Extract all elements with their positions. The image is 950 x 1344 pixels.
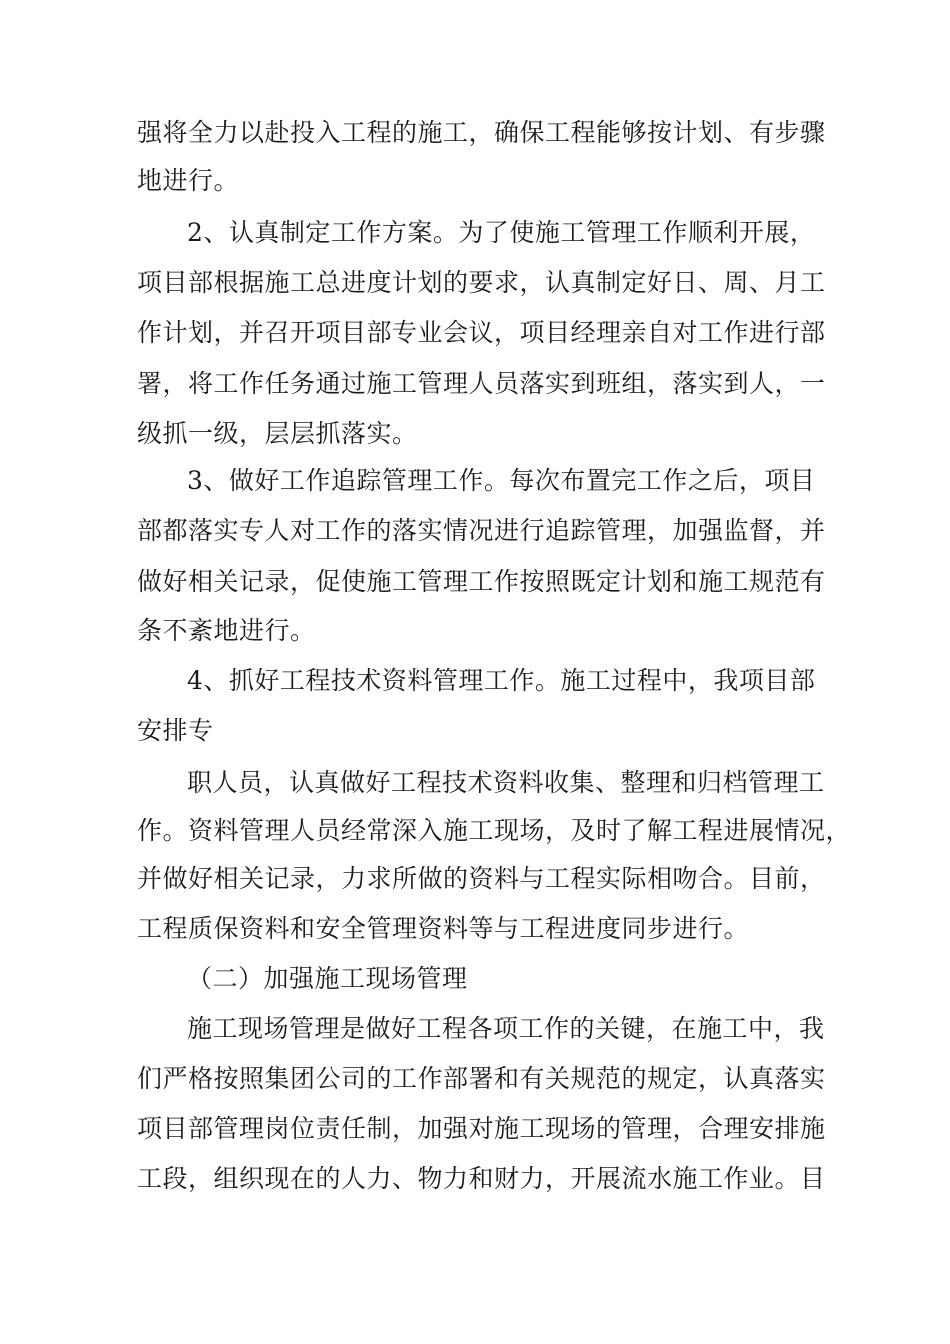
text-line: 项目部管理岗位责任制，加强对施工现场的管理，合理安排施: [137, 1114, 826, 1143]
text-line: 地进行。: [137, 166, 240, 195]
text-line: 职人员，认真做好工程技术资料收集、整理和归档管理工: [187, 768, 825, 797]
text-line: 作。资料管理人员经常深入施工现场，及时了解工程进展情况，: [137, 816, 852, 845]
text-line: 级抓一级，层层抓落实。: [137, 419, 418, 448]
text-line: 安排专: [137, 716, 214, 745]
section-heading: （二）加强施工现场管理: [187, 964, 468, 993]
text-line: 部都落实专人对工作的落实情况进行追踪管理，加强监督，并: [137, 516, 826, 545]
paragraph-heading-3: 3、做好工作追踪管理工作。每次布置完工作之后，项目: [187, 466, 816, 495]
text-line: 们严格按照集团公司的工作部署和有关规范的规定，认真落实: [137, 1064, 826, 1093]
text-line: 做好相关记录，促使施工管理工作按照既定计划和施工规范有: [137, 567, 826, 596]
text-line: 条不紊地进行。: [137, 616, 316, 645]
text-line: 署，将工作任务通过施工管理人员落实到班组，落实到人，一: [137, 369, 826, 398]
text-line: 工程质保资料和安全管理资料等与工程进度同步进行。: [137, 914, 750, 943]
text-line: 并做好相关记录，力求所做的资料与工程实际相吻合。目前，: [137, 864, 826, 893]
text-line: 工段，组织现在的人力、物力和财力，开展流水施工作业。目: [137, 1164, 826, 1193]
paragraph-heading-4: 4、抓好工程技术资料管理工作。施工过程中，我项目部: [187, 666, 816, 695]
paragraph-heading-2: 2、认真制定工作方案。为了使施工管理工作顺利开展，: [187, 218, 816, 247]
text-line: 施工现场管理是做好工程各项工作的关键，在施工中，我: [187, 1014, 825, 1043]
text-line: 强将全力以赴投入工程的施工，确保工程能够按计划、有步骤: [137, 118, 826, 147]
text-line: 项目部根据施工总进度计划的要求，认真制定好日、周、月工: [137, 268, 826, 297]
text-line: 作计划，并召开项目部专业会议，项目经理亲自对工作进行部: [137, 318, 826, 347]
